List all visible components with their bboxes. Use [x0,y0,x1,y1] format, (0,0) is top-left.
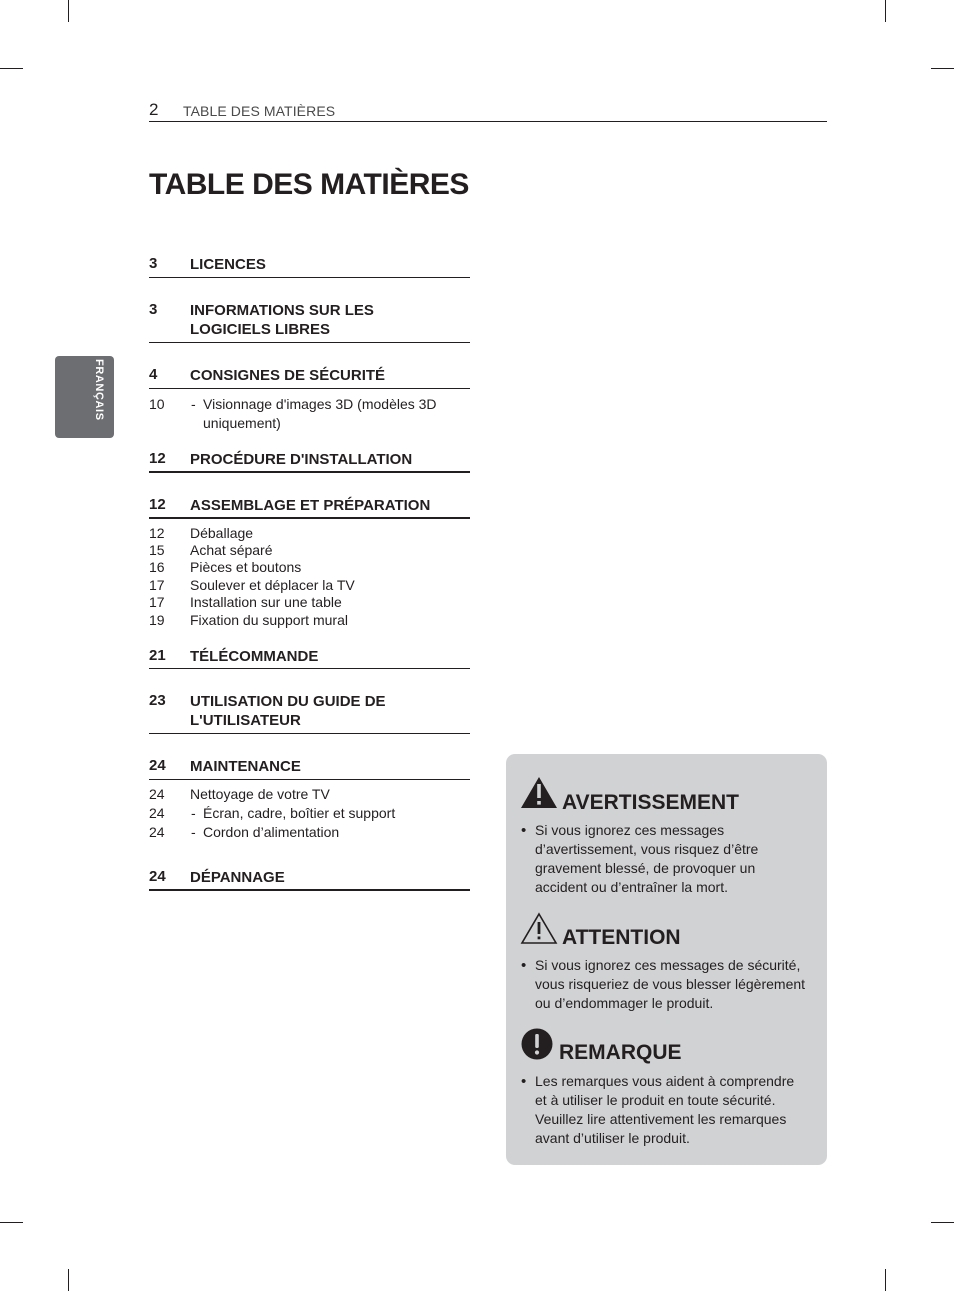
toc-rule [149,889,470,891]
toc-section-title [190,692,470,730]
toc-sub-title: Fixation du support mural [190,612,348,628]
toc-sub-page-number: 16 [149,559,165,575]
toc-sub-title-line: Visionnage d'images 3D (modèles 3D [203,396,437,412]
toc-sub-page-number: 24 [149,824,165,840]
toc-sub-page-number: 17 [149,577,165,593]
toc-sub-title [203,395,463,433]
toc-rule [149,668,470,669]
toc-sub-page-number: 12 [149,525,165,541]
toc-section-title [190,450,470,469]
toc-section-title [190,757,470,776]
toc-title-line: TÉLÉCOMMANDE [190,648,319,665]
crop-mark [931,68,954,69]
toc-page-number: 12 [149,496,166,513]
toc-sub-title: Pièces et boutons [190,559,302,575]
header-rule [149,121,827,122]
crop-mark [885,1269,886,1291]
toc-sub-title: Achat séparé [190,542,273,558]
crop-mark [68,1269,69,1291]
crop-mark [68,0,69,22]
toc-page-number: 12 [149,450,166,467]
toc-section-title [190,868,470,887]
toc-sub-page-number: 19 [149,612,165,628]
toc-sub-title [203,823,463,842]
toc-title-line: MAINTENANCE [190,758,301,775]
toc-sub-page-number: 24 [149,786,165,802]
toc-rule [149,471,470,473]
caution-triangle-outline-icon [520,912,558,945]
toc-sub-title [203,804,463,823]
warning-triangle-filled-icon [520,776,558,809]
remarque-text: Les remarques vous aident à comprendre et à utiliser le produit en toute sécurité. Veuillez lire attentivement les remarques avant d’utiliser le produit. [535,1073,795,1146]
toc-rule [149,388,470,389]
crop-mark [0,68,23,69]
toc-sub-dash: - [191,824,196,840]
warning-bullet: • [521,822,527,839]
safety-notice-box [506,754,827,1165]
toc-section-title [190,647,470,666]
toc-sub-title: Soulever et déplacer la TV [190,577,355,593]
toc-page-number: 24 [149,868,166,885]
toc-title-line: CONSIGNES DE SÉCURITÉ [190,367,386,384]
toc-sub-page-number: 24 [149,805,165,821]
toc-page-number: 4 [149,366,158,383]
toc-rule [149,342,470,343]
toc-sub-title-line: Cordon d’alimentation [203,824,340,840]
toc-sub-title-line: uniquement) [203,415,281,431]
toc-sub-title-line: Écran, cadre, boîtier et support [203,805,396,821]
toc-sub-title: Déballage [190,525,254,541]
toc-title-line: DÉPANNAGE [190,869,285,886]
toc-title-line: PROCÉDURE D'INSTALLATION [190,451,413,468]
remarque-bullet: • [521,1073,527,1090]
toc-section-title [190,301,470,339]
running-header-title: TABLE DES MATIÈRES [183,103,336,119]
toc-title-line: INFORMATIONS SUR LES [190,302,374,319]
toc-title-line: ASSEMBLAGE ET PRÉPARATION [190,497,431,514]
toc-page-number: 3 [149,255,158,272]
toc-title-line: LICENCES [190,256,266,273]
attention-bullet: • [521,957,527,974]
toc-title-line: LOGICIELS LIBRES [190,321,331,338]
crop-mark [931,1222,954,1223]
toc-sub-page-number: 17 [149,594,165,610]
toc-page-number: 24 [149,757,166,774]
toc-title-line: UTILISATION DU GUIDE DE [190,693,386,710]
warning-text: Si vous ignorez ces messages d’avertissement, vous risquez d’être gravement blessé, de provoquer un accident ou d’entraîner la mort. [535,822,759,895]
language-tab-label: FRANÇAIS [93,359,105,421]
toc-title-line: L'UTILISATEUR [190,712,301,729]
crop-mark [0,1222,23,1223]
attention-title: ATTENTION [562,926,681,949]
toc-rule [149,733,470,734]
toc-rule [149,277,470,278]
toc-sub-page-number: 15 [149,542,165,558]
remarque-title: REMARQUE [559,1041,682,1064]
toc-sub-dash: - [191,396,196,412]
toc-sub-title: Nettoyage de votre TV [190,786,330,802]
toc-page-number: 21 [149,647,166,664]
toc-rule [149,779,470,780]
toc-section-title [190,366,470,385]
document-title: TABLE DES MATIÈRES [149,168,469,201]
toc-sub-dash: - [191,805,196,821]
toc-sub-title: Installation sur une table [190,594,342,610]
toc-sub-page-number: 10 [149,396,165,412]
toc-rule [149,517,470,519]
toc-section-title [190,255,470,274]
language-tab [55,356,114,438]
toc-page-number: 3 [149,301,158,318]
toc-page-number: 23 [149,692,166,709]
warning-title: AVERTISSEMENT [562,791,739,814]
note-circle-exclamation-icon [521,1028,553,1060]
crop-mark [885,0,886,22]
page-number: 2 [149,100,159,119]
attention-text: Si vous ignorez ces messages de sécurité, vous risqueriez de vous blesser légèrement ou d’endommager le produit. [535,957,806,1011]
toc-section-title [190,496,470,515]
